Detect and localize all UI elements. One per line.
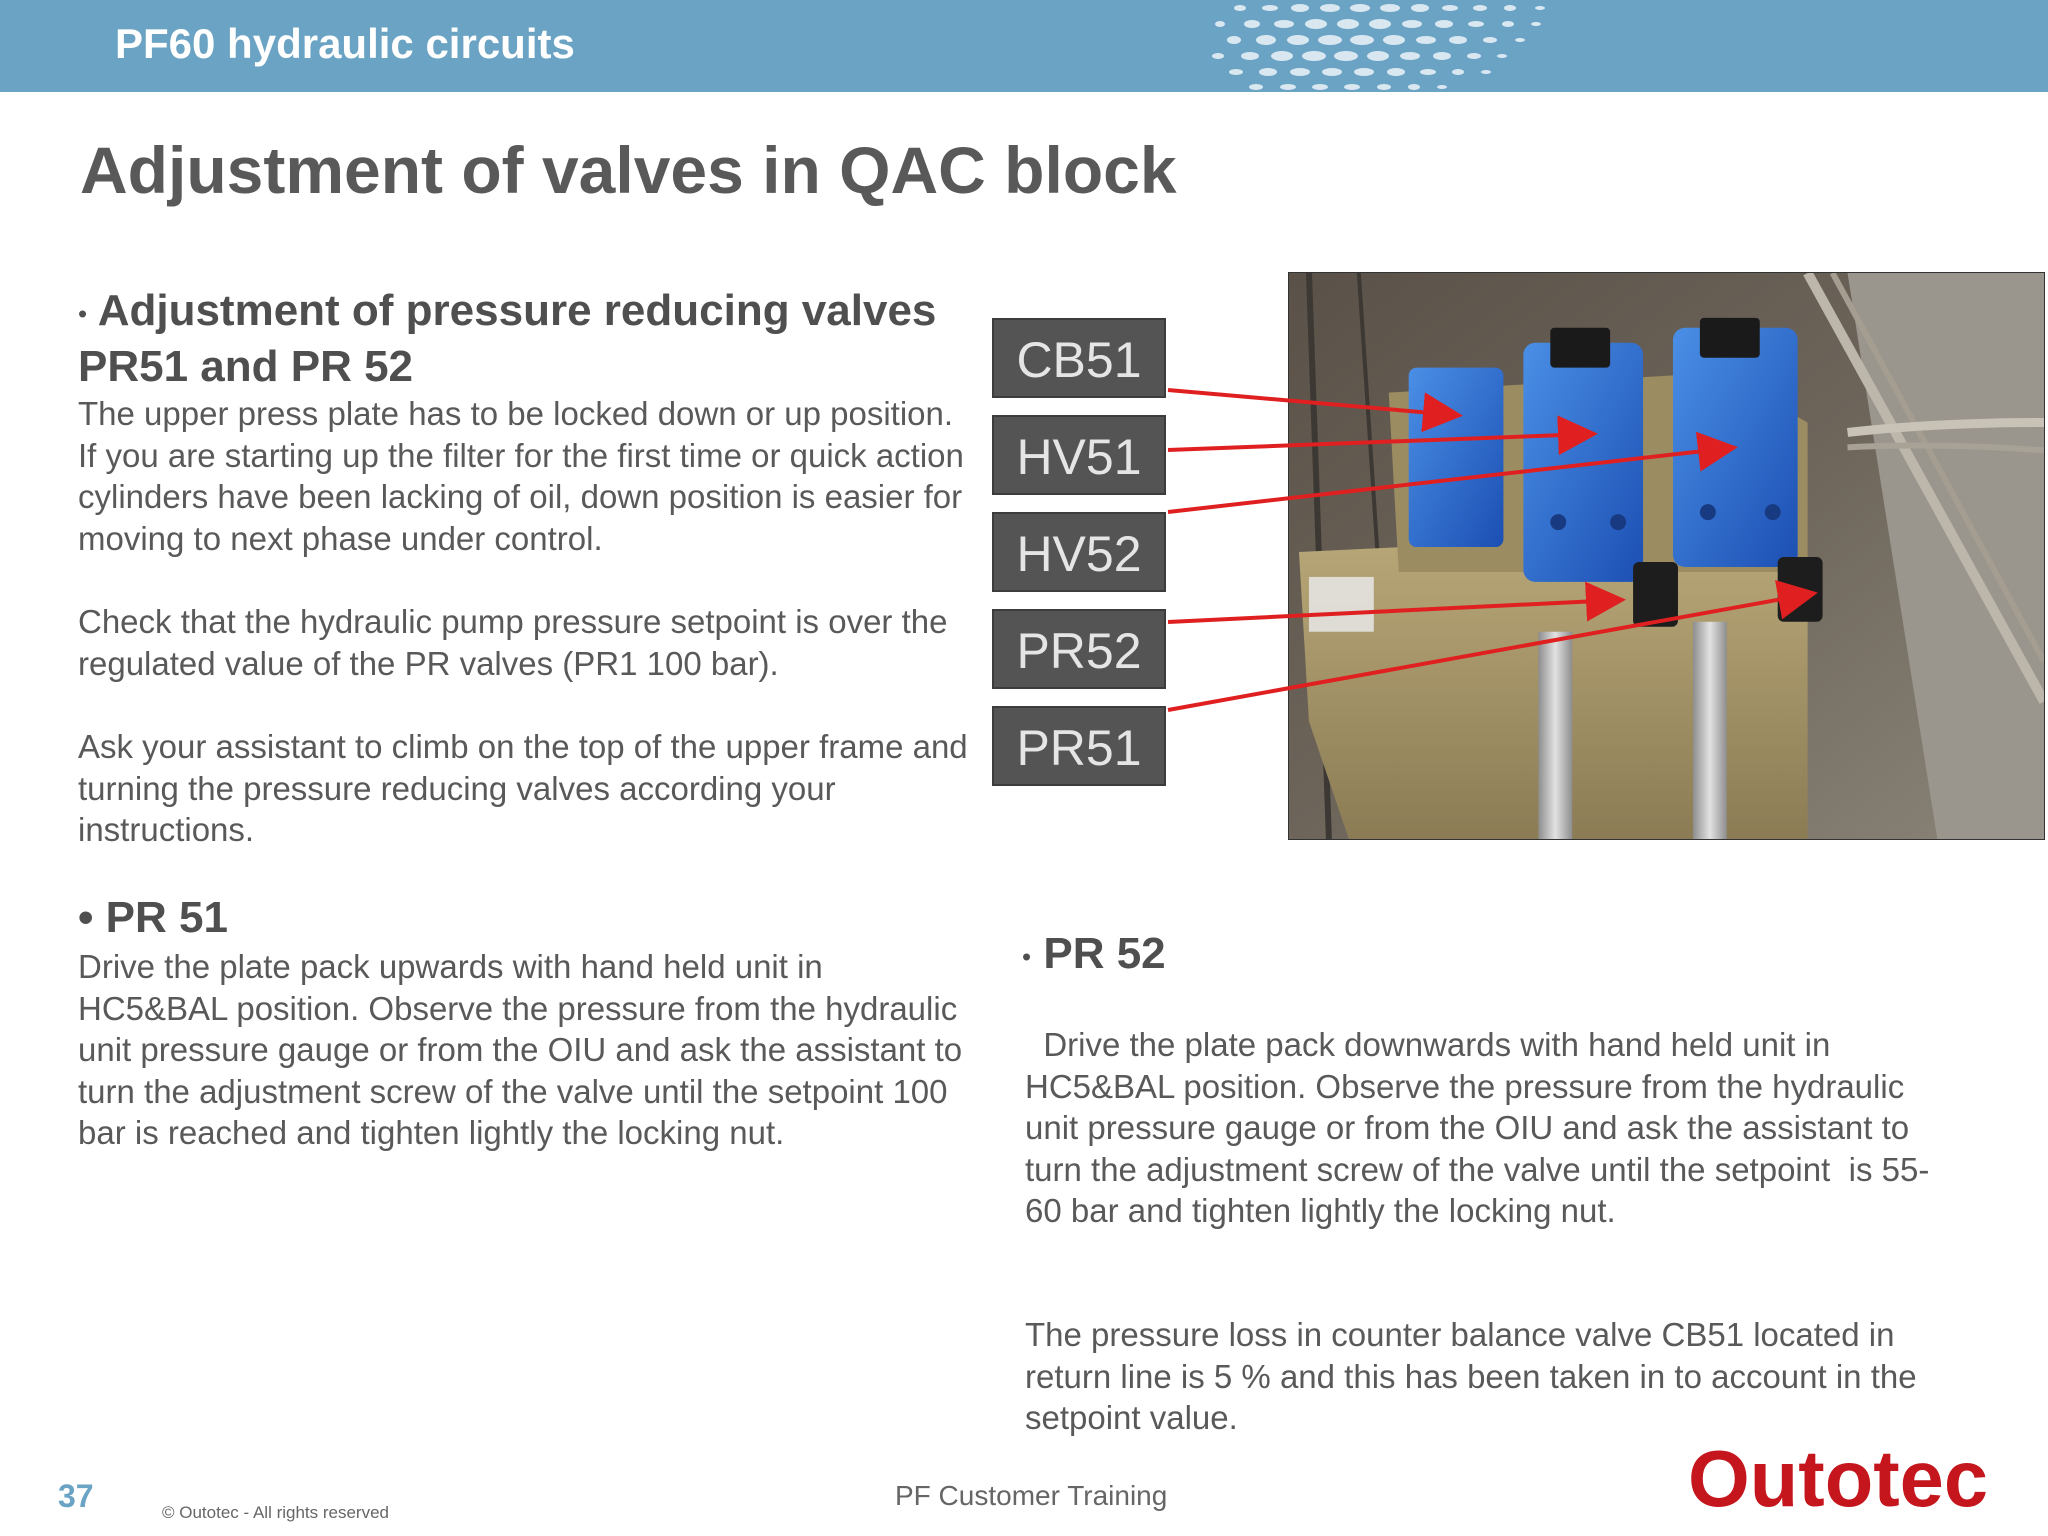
paragraph-plate-position: The upper press plate has to be locked down or up position. If you are starting up the filter for the first time or quick action cylinders have been lacking of oil, down position is easier for moving to next phase under control.: [78, 395, 964, 557]
svg-text:Outotec: Outotec: [1688, 1440, 1988, 1516]
page-number: 37: [58, 1478, 94, 1514]
bullet-marker: •: [1022, 941, 1032, 972]
valve-label-list: [992, 318, 1166, 803]
pr51-text: Drive the plate pack upwards with hand held unit in HC5&BAL position. Observe the pressure from the hydraulic unit pressure gauge or from the OIU and ask the assistant to turn the adjustment screw of the valve until the setpoint 100 bar is reached and tighten lightly the locking nut.: [78, 948, 963, 1151]
valve-label-hv51: HV51: [992, 415, 1166, 495]
header-title: PF60 hydraulic circuits: [115, 20, 575, 67]
paragraph-assistant: Ask your assistant to climb on the top of the upper frame and turning the pressure reducing valves according your instructions.: [78, 728, 968, 848]
pr52-heading: [1022, 928, 1166, 982]
pr52-heading-text: PR 52: [1043, 929, 1166, 978]
header-dot-pattern: [1200, 0, 1680, 92]
valve-label-hv52: HV52: [992, 512, 1166, 592]
valve-label-cb51: CB51: [992, 318, 1166, 398]
pr52-text: Drive the plate pack downwards with hand held unit in HC5&BAL position. Observe the pressure from the hydraulic unit pressure gauge or from the OIU and ask the assistant to turn the adjustment screw of the valve until the setpoint is 55-60 bar and tighten lightly the locking nut.: [1025, 1026, 1930, 1229]
pr51-heading: • PR 51: [78, 893, 228, 942]
copyright-text: © Outotec - All rights reserved: [162, 1503, 390, 1522]
slide-title: Adjustment of valves in QAC block: [80, 133, 1177, 207]
outotec-logo: [1688, 1440, 1988, 1516]
valve-label-pr51: PR51: [992, 706, 1166, 786]
bullet-marker: •: [78, 298, 88, 329]
qac-block-photo: [1288, 272, 2045, 840]
paragraph-pump-pressure: Check that the hydraulic pump pressure setpoint is over the regulated value of the PR valves (PR1 100 bar).: [78, 603, 948, 682]
section-heading-text: Adjustment of pressure reducing valves PR51 and PR 52: [78, 286, 937, 392]
valve-label-pr52: PR52: [992, 609, 1166, 689]
pr52-note: The pressure loss in counter balance valve CB51 located in return line is 5 % and this has been taken in to account in the setpoint value.: [1025, 1316, 1917, 1436]
footer-training-label: PF Customer Training: [895, 1480, 1168, 1511]
header-bar: [0, 0, 2048, 92]
section-heading-pr-valves: [78, 284, 978, 394]
